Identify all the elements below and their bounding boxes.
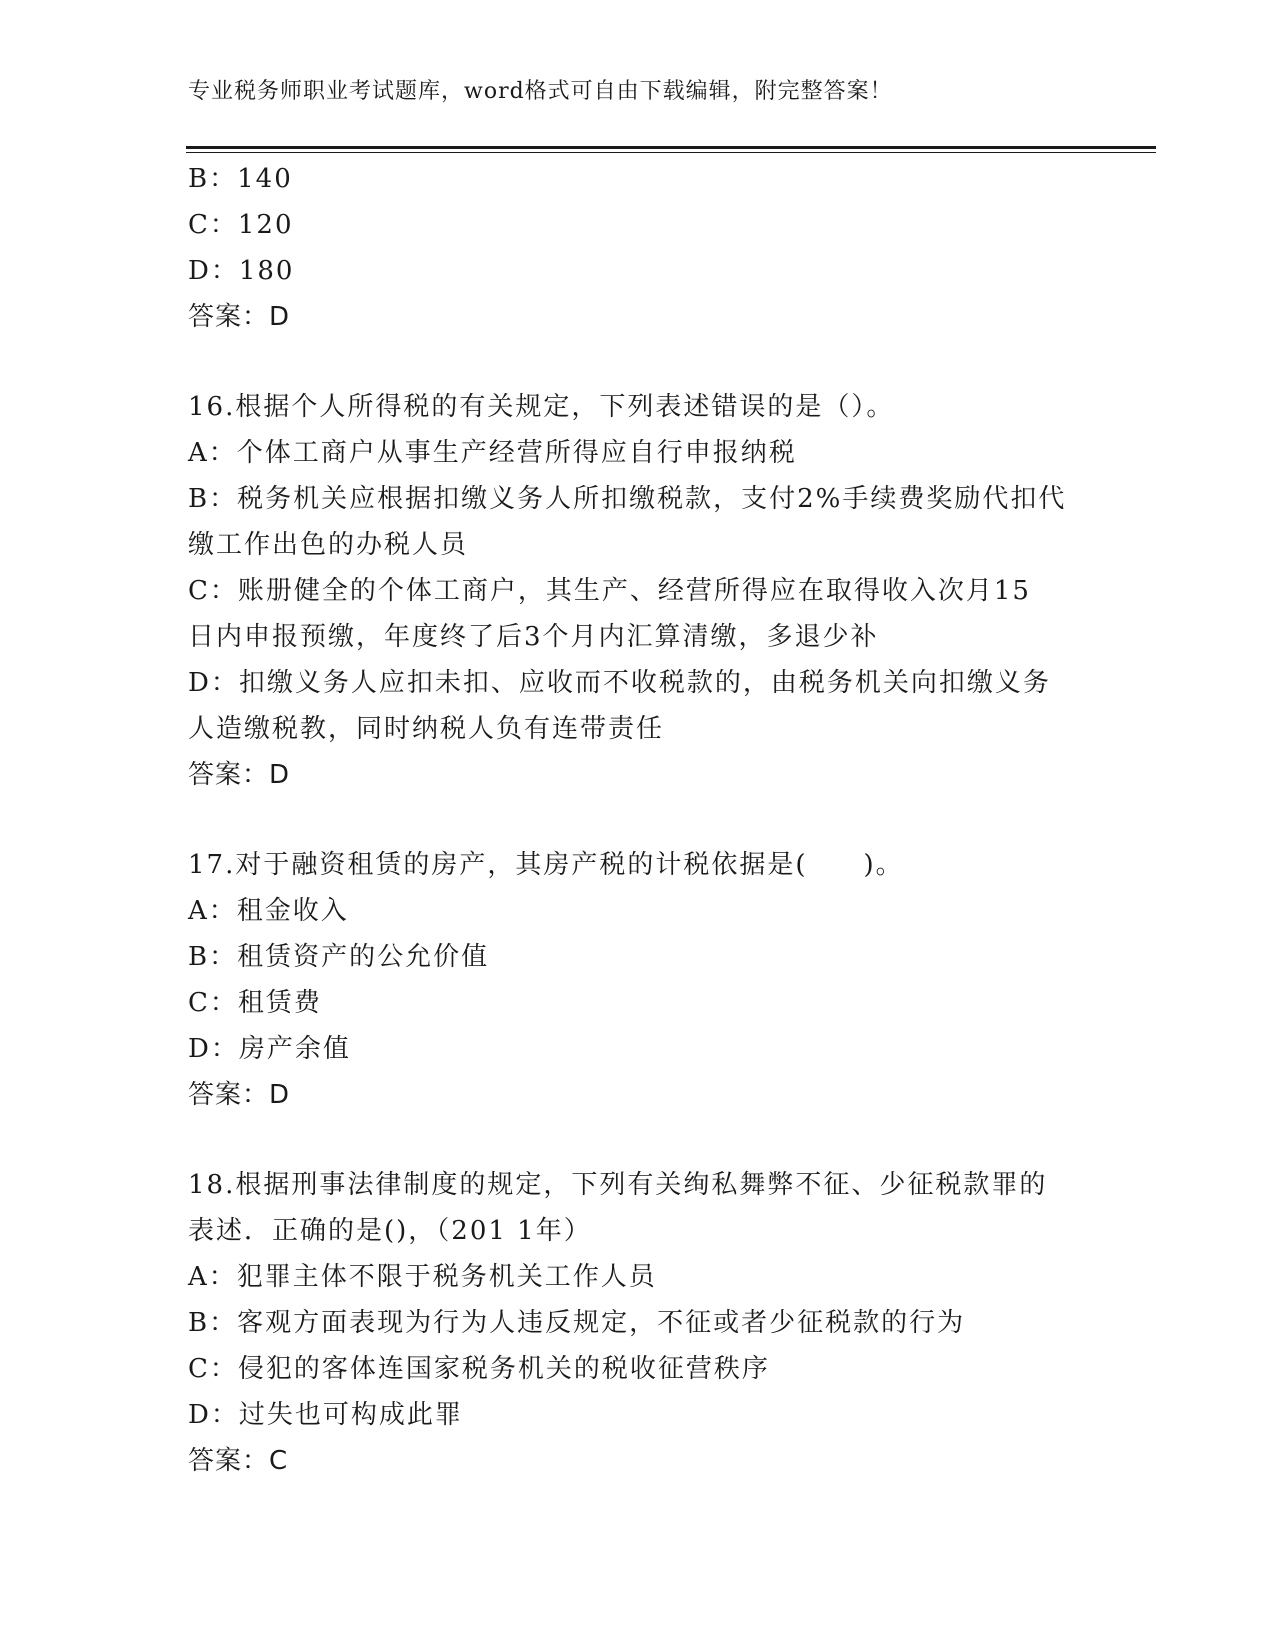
answer-line: 答案：D [188, 1080, 291, 1110]
question-18 [188, 1162, 1088, 1484]
answer-line: 答案：C [188, 1446, 289, 1476]
header-rule-thick [186, 146, 1156, 149]
spacer [188, 340, 1088, 384]
question-16 [188, 384, 1088, 798]
question-stem: 18.根据刑事法律制度的规定，下列有关绚私舞弊不征、少征税款罪的 [188, 1170, 1048, 1200]
spacer [188, 798, 1088, 842]
answer-line: 答案：D [188, 760, 291, 790]
option-b: B：税务机关应根据扣缴义务人所扣缴税款，支付2%手续费奖励代扣代 [188, 484, 1067, 514]
question-stem: 17.对于融资租赁的房产，其房产税的计税依据是( )。 [188, 850, 904, 880]
option-b-continued: 缴工作出色的办税人员 [188, 530, 469, 560]
option-c: C：租赁费 [188, 988, 322, 1018]
option-d: D：扣缴义务人应扣未扣、应收而不收税款的，由税务机关向扣缴义务 [188, 668, 1051, 698]
option-b: B：租赁资产的公允价值 [188, 942, 490, 972]
question-17 [188, 842, 1088, 1118]
option-c: C：侵犯的客体连国家税务机关的税收征营秩序 [188, 1354, 770, 1384]
question-stem-continued: 表述．正确的是()，（201 1年） [188, 1216, 592, 1246]
option-b: B：140 [188, 164, 293, 194]
option-d: D：房产余值 [188, 1034, 351, 1064]
option-c: C：账册健全的个体工商户，其生产、经营所得应在取得收入次月15 [188, 576, 1031, 606]
question-15-tail [188, 156, 1088, 340]
option-d: D：180 [188, 256, 295, 286]
option-a: A：个体工商户从事生产经营所得应自行申报纳税 [188, 438, 797, 468]
option-a: A：租金收入 [188, 896, 349, 926]
option-d-continued: 人造缴税教，同时纳税人负有连带责任 [188, 714, 665, 744]
option-b: B：客观方面表现为行为人违反规定，不征或者少征税款的行为 [188, 1308, 966, 1338]
option-d: D：过失也可构成此罪 [188, 1400, 463, 1430]
question-content [188, 156, 1088, 1484]
option-c: C：120 [188, 210, 294, 240]
header-rule-thin [186, 152, 1156, 153]
option-c-continued: 日内申报预缴，年度终了后3个月内汇算清缴，多退少补 [188, 622, 879, 652]
option-a: A：犯罪主体不限于税务机关工作人员 [188, 1262, 657, 1292]
answer-line: 答案：D [188, 302, 291, 332]
page-header: 专业税务师职业考试题库，word格式可自由下载编辑，附完整答案！ [188, 79, 893, 104]
spacer [188, 1118, 1088, 1162]
question-stem: 16.根据个人所得税的有关规定，下列表述错误的是（）。 [188, 392, 895, 422]
